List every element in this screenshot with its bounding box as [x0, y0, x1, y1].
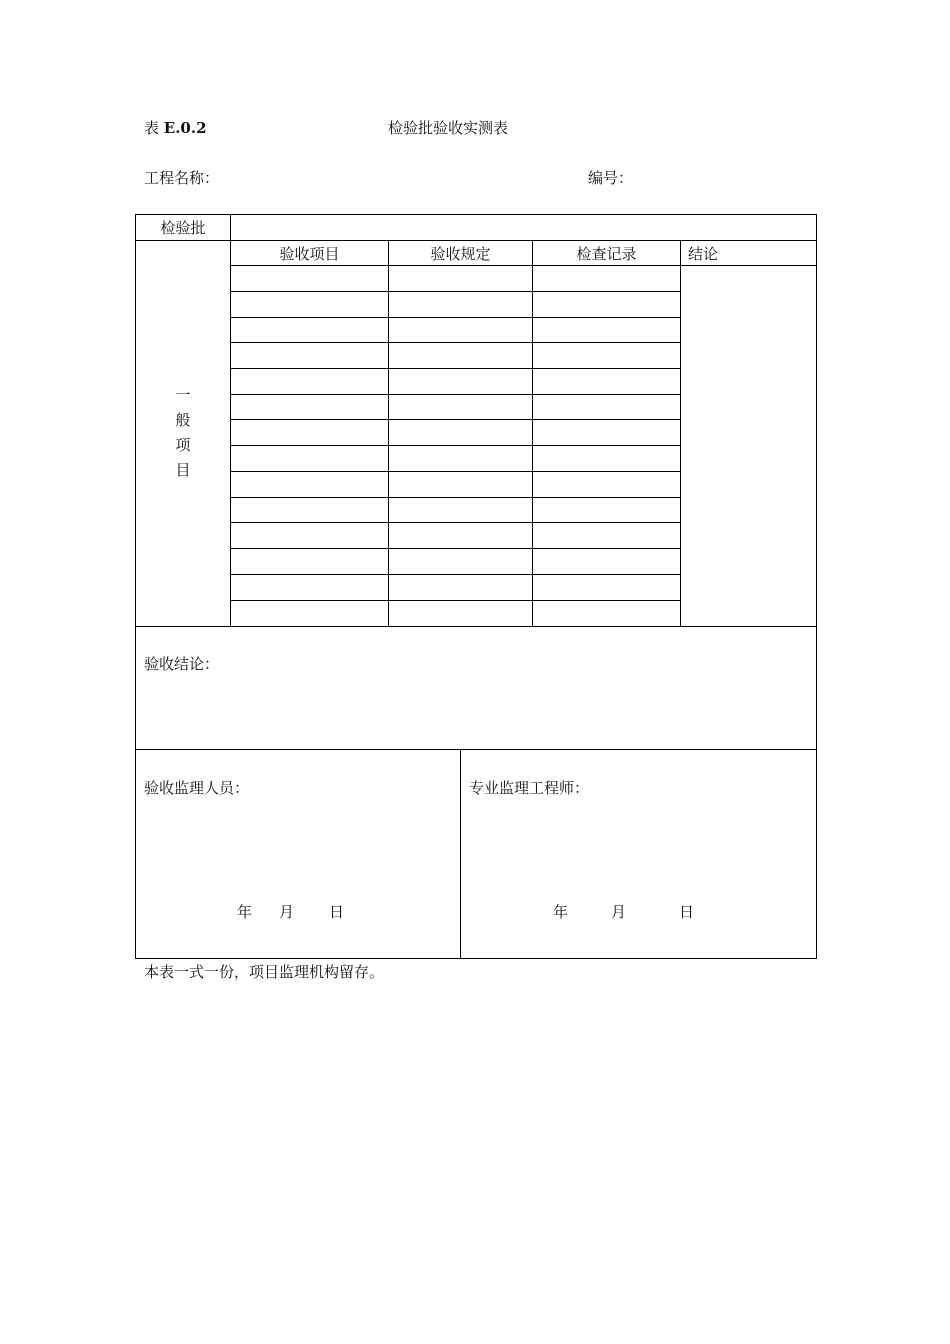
- header-row-divider: [230, 265, 817, 266]
- footer-note: 本表一式一份，项目监理机构留存。: [144, 963, 385, 981]
- table-code: [144, 119, 207, 137]
- column-divider: [388, 240, 389, 626]
- general-items-char: 般: [175, 411, 191, 429]
- signature-divider: [460, 749, 461, 959]
- column-header-standard: 验收规定: [430, 245, 491, 263]
- date-day-label: 日: [329, 903, 345, 921]
- table-row: [230, 522, 680, 523]
- section-divider: [135, 749, 817, 750]
- table-row: [230, 574, 680, 575]
- date-year-label: 年: [237, 903, 253, 921]
- table-row: [230, 368, 680, 369]
- table-row: [230, 394, 680, 395]
- table-row: [230, 317, 680, 318]
- general-items-char: 一: [175, 386, 191, 404]
- general-items-label: [173, 383, 193, 483]
- column-divider: [532, 240, 533, 626]
- table-row: [230, 291, 680, 292]
- batch-value-cell[interactable]: [232, 216, 815, 239]
- project-name-label: 工程名称：: [144, 169, 220, 187]
- professional-engineer-label: 专业监理工程师：: [469, 779, 590, 797]
- column-divider: [680, 240, 681, 626]
- table-row: [230, 445, 680, 446]
- table-code-prefix: 表: [144, 119, 164, 137]
- table-row: [230, 548, 680, 549]
- column-header-record: 检查记录: [576, 245, 637, 263]
- section-divider: [135, 626, 817, 627]
- page-title: 检验批验收实测表: [388, 119, 509, 137]
- number-label: 编号：: [588, 169, 634, 187]
- table-row: [230, 419, 680, 420]
- table-outer-border: [135, 214, 817, 959]
- date-day-label: 日: [679, 903, 695, 921]
- table-row: [230, 600, 680, 601]
- general-items-char: 项: [175, 436, 191, 454]
- column-header-conclusion: 结论: [688, 245, 719, 263]
- conclusion-label: 验收结论：: [144, 655, 220, 673]
- supervisor-staff-label: 验收监理人员：: [144, 779, 250, 797]
- batch-label: 检验批: [160, 219, 206, 237]
- table-row: [230, 342, 680, 343]
- table-row: [230, 471, 680, 472]
- date-month-label: 月: [279, 903, 295, 921]
- conclusion-field[interactable]: [137, 628, 815, 748]
- column-divider: [230, 214, 231, 626]
- column-header-item: 验收项目: [279, 245, 340, 263]
- date-year-label: 年: [553, 903, 569, 921]
- date-month-label: 月: [611, 903, 627, 921]
- row-divider: [135, 240, 817, 241]
- table-code-number: E.0.2: [163, 119, 207, 137]
- general-items-char: 目: [175, 461, 191, 479]
- table-row: [230, 497, 680, 498]
